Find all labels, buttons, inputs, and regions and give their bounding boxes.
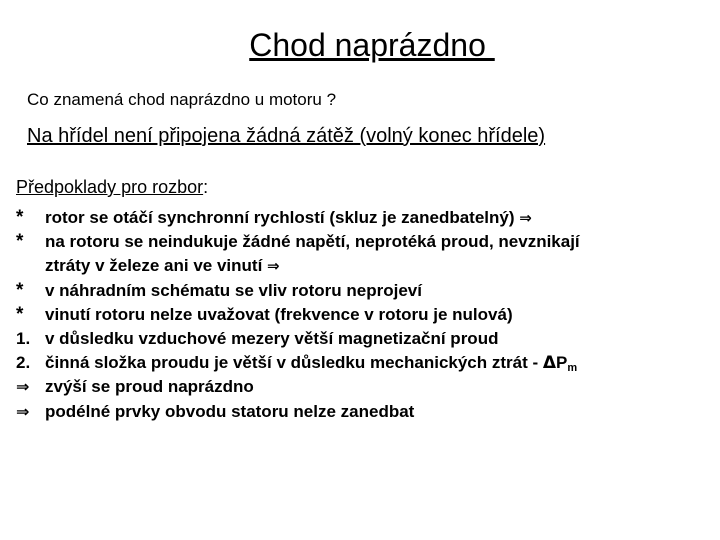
list-item: [16, 206, 706, 230]
list-item: [16, 375, 706, 399]
list-item-text: ztráty v železe ani ve vinutí: [45, 256, 263, 276]
list-marker: *: [16, 303, 24, 325]
implies-arrow-icon: ⇒: [519, 209, 532, 227]
assumptions-list: [16, 206, 706, 424]
implies-arrow-icon: ⇒: [267, 257, 280, 276]
list-item-text: rotor se otáčí synchronní rychlostí (skluz je zanedbatelný): [45, 208, 515, 227]
slide-title: Chod naprázdno: [249, 27, 495, 63]
list-item-continuation: [16, 254, 706, 278]
list-item: [16, 327, 706, 351]
delta-symbol: Δ: [542, 353, 557, 374]
list-item-text: na rotoru se neindukuje žádné napětí, neprotéká proud, nevznikají: [45, 232, 580, 252]
assumptions-label: Předpoklady pro rozbor: [16, 177, 204, 197]
list-item: [16, 351, 706, 375]
list-item: [16, 230, 706, 254]
list-item-text: vinutí rotoru nelze uvažovat (frekvence v rotoru je nulová): [45, 304, 513, 324]
answer-text: Na hřídel není připojena žádná zátěž (volný konec hřídele): [27, 125, 546, 147]
list-marker: 1.: [16, 329, 31, 349]
list-item-text: zvýší se proud naprázdno: [45, 377, 254, 397]
assumptions-heading: [16, 175, 208, 199]
list-item: [16, 303, 706, 327]
list-marker: *: [16, 279, 24, 301]
assumptions-colon: :: [203, 177, 209, 197]
question-text: Co znamená chod naprázdno u motoru ?: [27, 90, 337, 109]
power-symbol: P: [556, 353, 568, 373]
list-item: [16, 400, 706, 424]
implies-arrow-icon: ⇒: [16, 377, 30, 397]
list-marker: 2.: [16, 353, 31, 373]
list-item-text: v náhradním schématu se vliv rotoru neprojeví: [45, 280, 422, 300]
list-marker: *: [16, 231, 24, 253]
list-item-text: podélné prvky obvodu statoru nelze zanedbat: [45, 401, 415, 421]
list-item: [16, 279, 706, 303]
list-marker: *: [16, 207, 24, 228]
list-item-text: v důsledku vzduchové mezery větší magnetizační proud: [45, 329, 499, 349]
implies-arrow-icon: ⇒: [16, 401, 30, 421]
list-item-text: činná složka proudu je větší v důsledku mechanických ztrát -: [45, 353, 543, 373]
power-subscript: m: [567, 362, 578, 375]
